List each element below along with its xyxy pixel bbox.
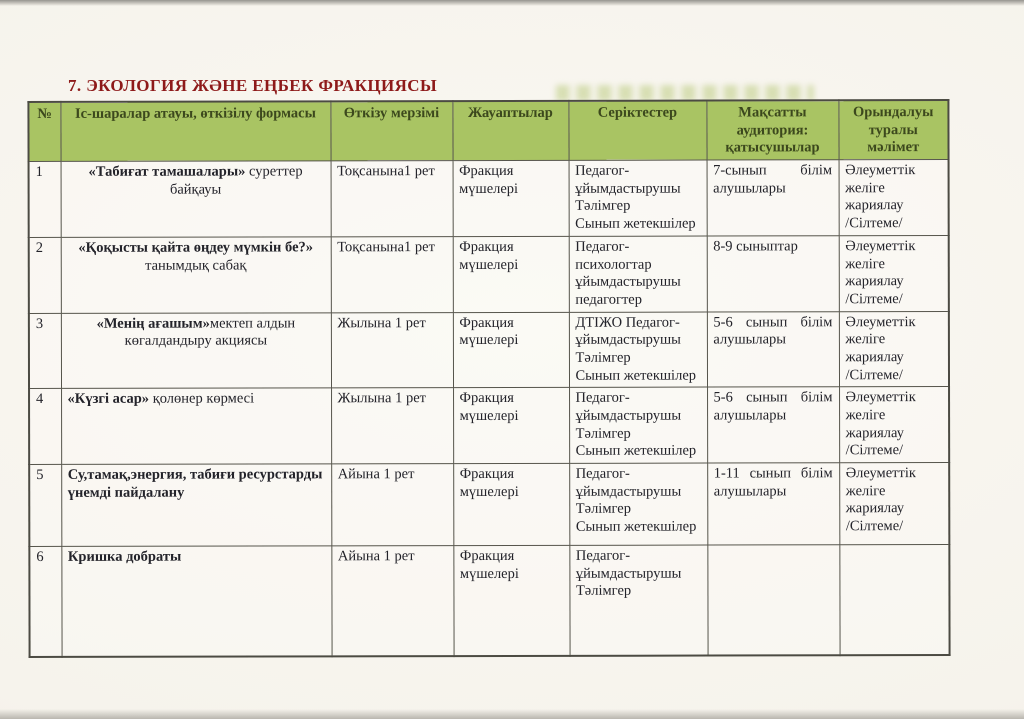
col-header-activity: Іс-шаралар атауы, өткізілу формасы bbox=[60, 101, 330, 161]
cell-activity bbox=[61, 237, 331, 313]
cell-responsible: Фракция мүшелері bbox=[453, 388, 569, 464]
cell-activity bbox=[61, 388, 331, 464]
col-header-audience: Мақсатты аудитория: қатысушылар bbox=[706, 100, 838, 160]
cell-activity bbox=[61, 161, 331, 237]
cell-number: 3 bbox=[29, 313, 61, 389]
cell-number: 2 bbox=[29, 237, 61, 313]
cell-activity bbox=[61, 546, 331, 657]
col-header-responsible: Жауаптылар bbox=[452, 101, 568, 161]
activity-descriptor: танымдық сабақ bbox=[145, 257, 247, 274]
page-title: 7. ЭКОЛОГИЯ ЖӘНЕ ЕҢБЕК ФРАКЦИЯСЫ bbox=[68, 76, 438, 95]
cell-period: Жылына 1 рет bbox=[331, 312, 453, 388]
cell-audience: 5-6 сынып білім алушылары bbox=[707, 311, 839, 387]
activity-name: «Күзгі асар» bbox=[67, 391, 150, 408]
col-header-report: Орындалуы туралы мәлімет bbox=[838, 100, 948, 160]
cell-audience: 8-9 сыныптар bbox=[707, 236, 839, 312]
activity-descriptor: суреттер байқауы bbox=[169, 163, 303, 198]
activity-name: «Табиғат тамашалары» bbox=[88, 163, 246, 180]
col-header-partners: Серіктестер bbox=[568, 101, 706, 161]
cell-partners: Педагог- ұйымдастырушы Тәлімгер Сынып жетекшілер bbox=[569, 463, 707, 545]
cell-period: Айына 1 рет bbox=[331, 546, 453, 656]
cell-period: Тоқсанына1 рет bbox=[331, 236, 453, 312]
cell-responsible: Фракция мүшелері bbox=[453, 545, 569, 655]
cell-report: Әлеуметтік желіге жариялау /Сілтеме/ bbox=[839, 311, 949, 387]
activity-plan-table bbox=[27, 99, 950, 657]
col-header-period: Өткізу мерзімі bbox=[330, 101, 452, 161]
cell-audience: 1-11 сынып білім алушылары bbox=[707, 463, 839, 545]
cell-number: 1 bbox=[29, 161, 61, 237]
cell-period: Тоқсанына1 рет bbox=[331, 161, 453, 237]
cell-partners: Педагог- ұйымдастырушы Тәлімгер Сынып жетекшілер bbox=[569, 387, 707, 463]
table-row bbox=[29, 160, 949, 238]
cell-activity bbox=[61, 312, 331, 388]
cell-partners: Педагог- ұйымдастырушы Тәлімгер bbox=[569, 545, 707, 655]
cell-report: Әлеуметтік желіге жариялау /Сілтеме/ bbox=[839, 235, 949, 311]
cell-partners: ДТІЖО Педагог- ұйымдастырушы Тәлімгер Сынып жетекшілер bbox=[569, 312, 707, 388]
table-row bbox=[29, 311, 949, 389]
table-row bbox=[29, 463, 949, 547]
cell-report: Әлеуметтік желіге жариялау /Сілтеме/ bbox=[839, 160, 949, 236]
scan-edge-shadow-bottom bbox=[0, 709, 1024, 719]
cell-number: 5 bbox=[29, 464, 61, 546]
cell-report bbox=[839, 545, 949, 655]
cell-audience bbox=[707, 545, 839, 655]
col-header-number: № bbox=[28, 102, 60, 162]
cell-number: 4 bbox=[29, 389, 61, 465]
cell-period: Жылына 1 рет bbox=[331, 388, 453, 464]
table-row bbox=[29, 387, 949, 465]
cell-responsible: Фракция мүшелері bbox=[453, 463, 569, 545]
cell-responsible: Фракция мүшелері bbox=[453, 160, 569, 236]
cell-responsible: Фракция мүшелері bbox=[453, 236, 569, 312]
activity-name: «Қоқысты қайта өңдеу мүмкін бе?» bbox=[78, 239, 314, 256]
table-row bbox=[29, 545, 949, 657]
cell-audience: 7-сынып білім алушылары bbox=[707, 160, 839, 236]
activity-name: Кришка добраты bbox=[67, 548, 182, 565]
cell-period: Айына 1 рет bbox=[331, 464, 453, 546]
cell-number: 6 bbox=[29, 546, 61, 656]
scan-edge-shadow-top bbox=[0, 0, 1024, 6]
cell-responsible: Фракция мүшелері bbox=[453, 312, 569, 388]
cell-report: Әлеуметтік желіге жариялау /Сілтеме/ bbox=[839, 463, 949, 545]
activity-name: «Менің ағашым» bbox=[96, 315, 210, 332]
activity-descriptor: мектеп алдын көгалдандыру акциясы bbox=[124, 314, 296, 350]
cell-partners: Педагог- психологтар ұйымдастырушы педагогтер bbox=[569, 236, 707, 312]
cell-audience: 5-6 сынып білім алушылары bbox=[707, 387, 839, 463]
activity-descriptor: қолөнер көрмесі bbox=[149, 390, 255, 408]
cell-report: Әлеуметтік желіге жариялау /Сілтеме/ bbox=[839, 387, 949, 463]
table-header-row bbox=[28, 100, 948, 161]
cell-activity bbox=[61, 464, 331, 547]
cell-partners: Педагог- ұйымдастырушы Тәлімгер Сынып жетекшілер bbox=[569, 160, 707, 236]
table-row bbox=[29, 235, 949, 313]
activity-name: Су,тамақ,энергия, табиғи ресурстарды үнемді пайдалану bbox=[67, 466, 323, 501]
